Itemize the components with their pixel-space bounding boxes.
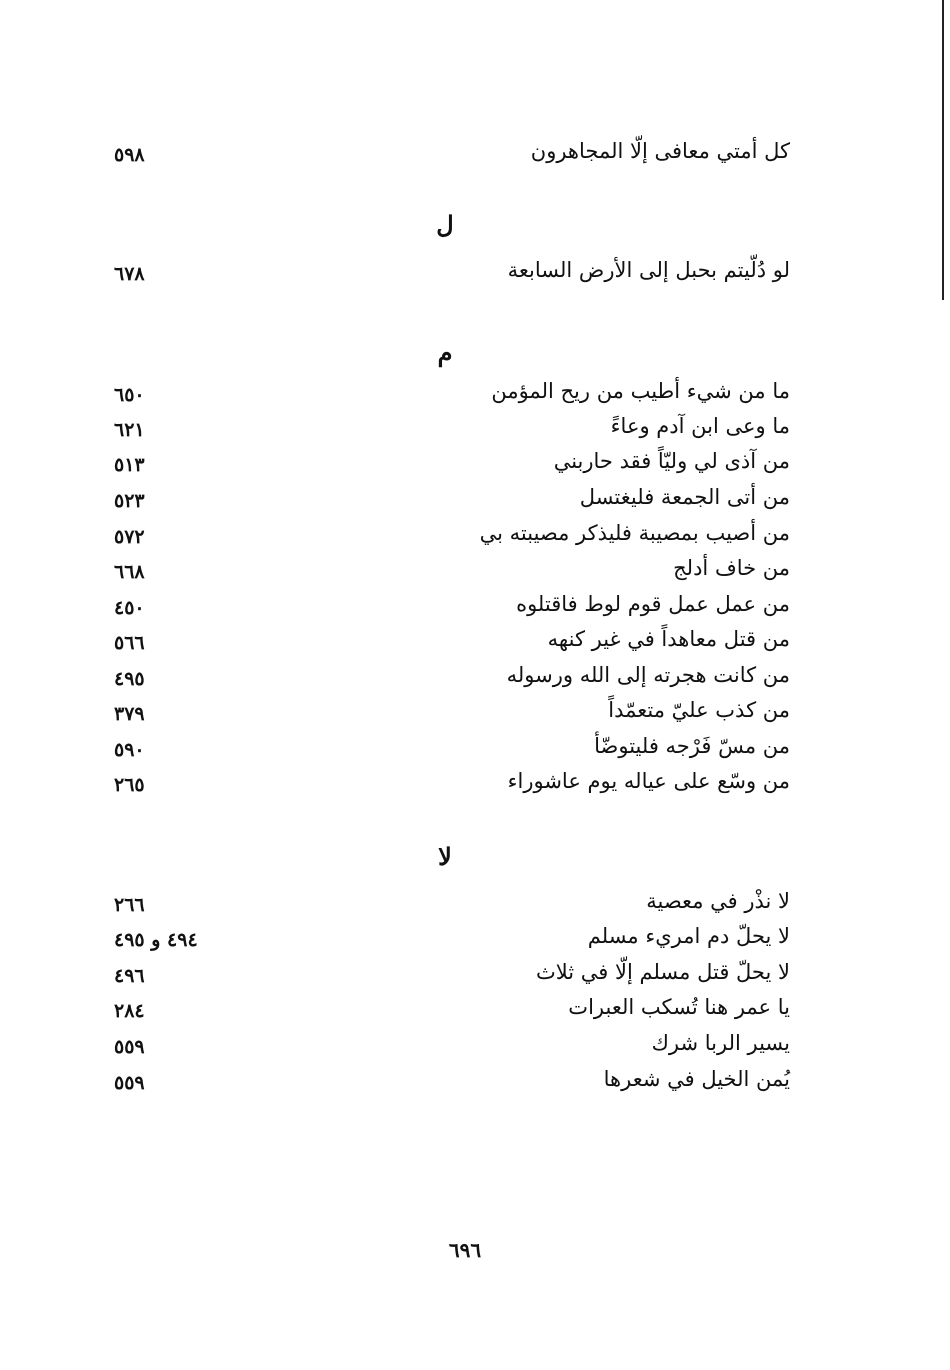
- entry-page-number: ٦٢١: [114, 419, 145, 441]
- index-entry: [100, 553, 800, 587]
- index-entry: [100, 992, 800, 1026]
- entry-text: يسير الربا شرك: [651, 1031, 790, 1055]
- index-entry: [100, 376, 800, 410]
- entry-text: من كذب عليّ متعمّداً: [608, 698, 790, 722]
- entry-text: كل أمتي معافى إلّا المجاهرون: [530, 139, 790, 163]
- entry-page-number: ٥١٣: [114, 454, 145, 476]
- entry-page-number: ٥٧٢: [114, 526, 145, 548]
- entry-page-number: ٤٩٤ و ٤٩٥: [114, 929, 198, 951]
- index-entry: [100, 695, 800, 729]
- entry-text: من قتل معاهداً في غير كنهه: [547, 627, 790, 651]
- entry-page-number: ٢٨٤: [114, 1000, 145, 1022]
- page-edge-line: [942, 0, 944, 300]
- entry-text: لو دُلّيتم بحبل إلى الأرض السابعة: [507, 258, 790, 282]
- entry-text: لا يحلّ قتل مسلم إلّا في ثلاث: [535, 960, 790, 984]
- entry-text: من مسّ فَرْجه فليتوضّأ: [594, 734, 790, 758]
- section-letter: لا: [438, 842, 452, 871]
- page-number: ٦٩٦: [448, 1238, 482, 1262]
- entry-text: من أصيب بمصيبة فليذكر مصيبته بي: [479, 521, 790, 545]
- entry-text: من عمل عمل قوم لوط فاقتلوه: [516, 592, 790, 616]
- entry-page-number: ٤٩٦: [114, 965, 145, 987]
- index-entry: [100, 921, 800, 955]
- entry-page-number: ٢٦٥: [114, 774, 145, 796]
- entry-text: من أتى الجمعة فليغتسل: [579, 485, 790, 509]
- entry-page-number: ٦٥٠: [114, 384, 145, 406]
- index-entry: [100, 518, 800, 552]
- index-entry: [100, 136, 800, 170]
- entry-page-number: ٣٧٩: [114, 703, 145, 725]
- index-entry: [100, 589, 800, 623]
- entry-text: ما من شيء أطيب من ريح المؤمن: [491, 379, 790, 403]
- index-entry: [100, 1064, 800, 1098]
- index-entry: [100, 446, 800, 480]
- index-entry: [100, 482, 800, 516]
- entry-page-number: ٥٩٠: [114, 739, 145, 761]
- entry-page-number: ٤٥٠: [114, 597, 145, 619]
- entry-page-number: ٥٥٩: [114, 1036, 145, 1058]
- section-letter: ل: [436, 210, 454, 239]
- index-entry: [100, 886, 800, 920]
- entry-text: لا يحلّ دم امريء مسلم: [587, 924, 790, 948]
- entry-page-number: ٦٦٨: [114, 561, 145, 583]
- entry-page-number: ٥٢٣: [114, 490, 145, 512]
- entry-page-number: ٦٧٨: [114, 263, 145, 285]
- entry-text: يا عمر هنا تُسكب العبرات: [568, 995, 790, 1019]
- entry-text: ما وعى ابن آدم وعاءً: [610, 414, 790, 438]
- entry-page-number: ٤٩٥: [114, 668, 145, 690]
- entry-page-number: ٥٦٦: [114, 632, 145, 654]
- entry-text: يُمن الخيل في شعرها: [603, 1067, 790, 1091]
- entry-text: من وسّع على عياله يوم عاشوراء: [507, 769, 790, 793]
- index-entry: [100, 766, 800, 800]
- index-entry: [100, 1028, 800, 1062]
- section-letter: م: [437, 338, 453, 367]
- index-entry: [100, 731, 800, 765]
- index-entry: [100, 957, 800, 991]
- entry-page-number: ٢٦٦: [114, 894, 145, 916]
- index-entry: [100, 411, 800, 445]
- entry-text: لا نذْر في معصية: [646, 889, 790, 913]
- entry-text: من آذى لي وليّاً فقد حاربني: [553, 449, 790, 473]
- index-entry: [100, 624, 800, 658]
- index-entry: [100, 660, 800, 694]
- entry-page-number: ٥٩٨: [114, 144, 145, 166]
- entry-page-number: ٥٥٩: [114, 1072, 145, 1094]
- index-entry: [100, 255, 800, 289]
- entry-text: من كانت هجرته إلى الله ورسوله: [506, 663, 790, 687]
- entry-text: من خاف أدلج: [673, 556, 790, 580]
